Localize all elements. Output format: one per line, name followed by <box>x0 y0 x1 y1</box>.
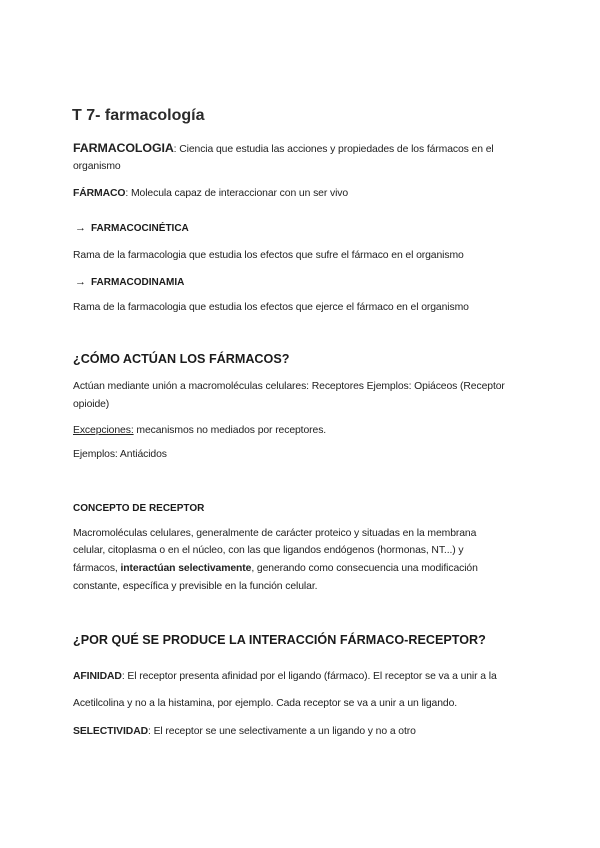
concepto-line-4: constante, específica y previsible en la función celular. <box>73 581 318 592</box>
excepciones-line <box>73 425 326 436</box>
selectividad-line <box>73 726 416 737</box>
concepto-line-2: celular, citoplasma o en el núcleo, con las que ligandos endógenos (hormonas, NT...) y <box>73 545 464 556</box>
ejemplos-line: Ejemplos: Antiácidos <box>73 449 167 460</box>
concepto-line-1: Macromoléculas celulares, generalmente de carácter proteico y situadas en la membrana <box>73 528 477 539</box>
excepciones-label: Excepciones: <box>73 425 134 436</box>
como-actuan-line-1: Actúan mediante unión a macromoléculas celulares: Receptores Ejemplos: Opiáceos (Receptor <box>73 381 505 392</box>
farmacologia-text-2: organismo <box>73 161 121 172</box>
selectividad-text: : El receptor se une selectivamente a un ligando y no a otro <box>148 726 416 737</box>
farmacocinetica-text: Rama de la farmacologia que estudia los efectos que sufre el fármaco en el organismo <box>73 250 464 261</box>
afinidad-line-1 <box>73 671 497 682</box>
afinidad-term: AFINIDAD <box>73 671 122 682</box>
arrow-right-icon: → <box>75 276 86 288</box>
afinidad-text-1: : El receptor presenta afinidad por el ligando (fármaco). El receptor se va a unir a la <box>121 671 497 682</box>
afinidad-line-2: Acetilcolina y no a la histamina, por ejemplo. Cada receptor se va a unir a un ligando. <box>73 698 458 709</box>
concepto-line-3-start: fármacos, <box>73 563 121 574</box>
farmacologia-definition <box>73 141 494 155</box>
farmacodinamia-text: Rama de la farmacologia que estudia los efectos que ejerce el fármaco en el organismo <box>73 302 469 313</box>
farmacologia-text-1: : Ciencia que estudia las acciones y propiedades de los fármacos en el <box>173 144 494 155</box>
farmacodinamia-heading <box>75 276 184 288</box>
arrow-right-icon: → <box>75 222 86 234</box>
selectividad-term: SELECTIVIDAD <box>73 726 149 737</box>
section-heading-como-actuan: ¿CÓMO ACTÚAN LOS FÁRMACOS? <box>73 352 290 366</box>
farmacocinetica-title: FARMACOCINÉTICA <box>91 223 189 234</box>
excepciones-text: mecanismos no mediados por receptores. <box>133 425 327 436</box>
concepto-line-3-end: , generando como consecuencia una modificación <box>251 563 478 574</box>
farmaco-term: FÁRMACO <box>73 188 126 199</box>
farmacologia-term: FARMACOLOGIA <box>73 141 174 155</box>
farmaco-text: : Molecula capaz de interaccionar con un ser vivo <box>125 188 349 199</box>
concepto-line-3 <box>73 563 478 574</box>
farmacodinamia-title: FARMACODINAMIA <box>91 277 185 288</box>
farmaco-definition <box>73 188 348 199</box>
como-actuan-line-2: opioide) <box>73 399 110 410</box>
section-heading-por-que: ¿POR QUÉ SE PRODUCE LA INTERACCIÓN FÁRMACO-RECEPTOR? <box>73 633 486 647</box>
section-heading-concepto-receptor: CONCEPTO DE RECEPTOR <box>73 503 205 514</box>
concepto-emphasis: interactúan selectivamente <box>120 563 252 574</box>
page-title: T 7- farmacología <box>72 107 205 124</box>
farmacocinetica-heading <box>75 222 189 234</box>
